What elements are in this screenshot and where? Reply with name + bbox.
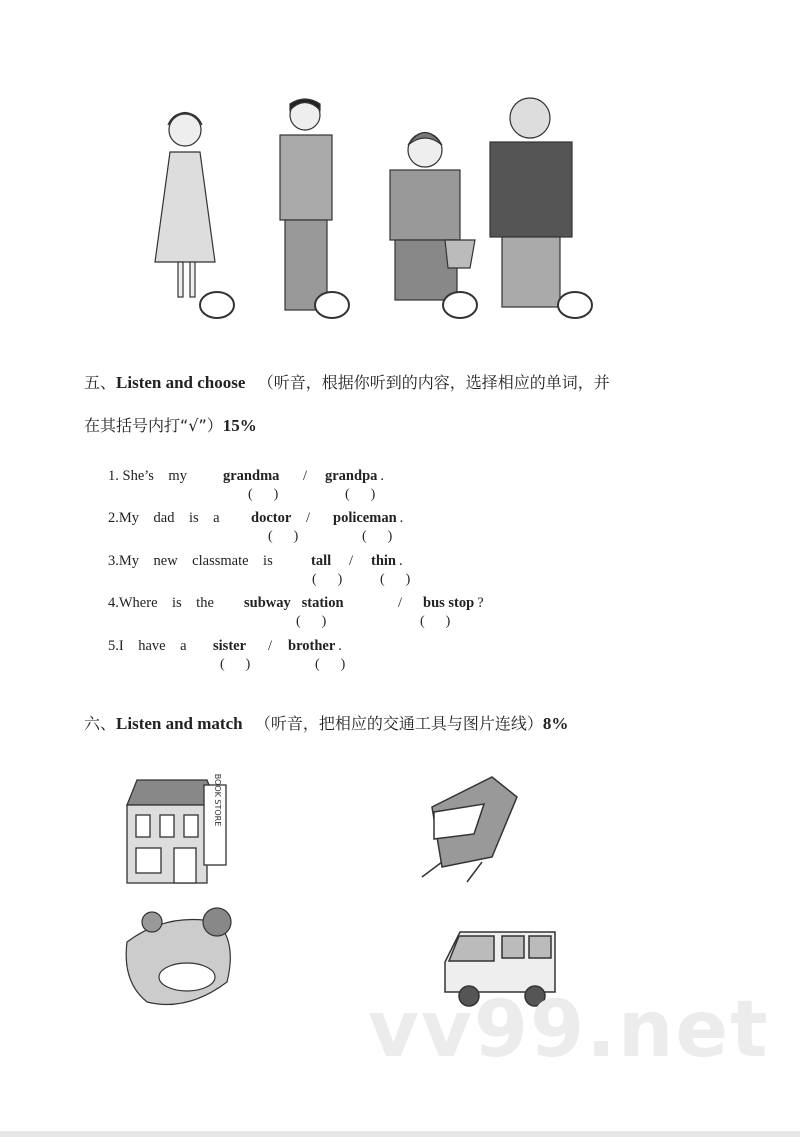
- section5-heading-line2: [84, 413, 257, 436]
- item-3-answer-paren-1[interactable]: ( ): [312, 572, 343, 587]
- section6-number: 六、: [84, 714, 117, 733]
- item-5-sentence: 5.I have a: [108, 638, 187, 654]
- item-1-separator: /: [303, 468, 308, 484]
- item-5-answer-paren-1[interactable]: ( ): [220, 657, 251, 672]
- family-illustration: [140, 90, 600, 330]
- item-1-sentence: 1. She’s my: [108, 468, 187, 484]
- item-3-separator: /: [349, 553, 354, 569]
- item-2-answer-paren-1[interactable]: ( ): [268, 529, 299, 544]
- section5-score: 15%: [222, 416, 257, 435]
- item-5-option-1: sister: [213, 638, 247, 654]
- item-4-sentence: 4.Where is the: [108, 595, 214, 611]
- section6-score: 8%: [542, 714, 569, 733]
- section6-title: Listen and match: [116, 714, 243, 733]
- item-4-option-2: bus stop ?: [423, 595, 484, 611]
- item-2-end-punctuation: .: [399, 510, 404, 526]
- section5-instructions: （听音，根据你听到的内容，选择相应的单词，并: [257, 373, 610, 392]
- answer-circle-4: [558, 292, 592, 318]
- item-5-option-2: brother .: [288, 638, 342, 654]
- item-3-answer-paren-2[interactable]: ( ): [380, 572, 411, 587]
- item-1-option-1: grandma: [223, 468, 280, 484]
- item-4-separator: /: [398, 595, 403, 611]
- item-4-option-1: subway station: [244, 595, 344, 611]
- item-3-option-1: tall: [311, 553, 332, 569]
- item-2-separator: /: [306, 510, 311, 526]
- answer-circle-2: [315, 292, 349, 318]
- item-4-answer-paren-1[interactable]: ( ): [296, 614, 327, 629]
- page-bottom-border: [0, 1131, 800, 1137]
- item-5-end-punctuation: .: [338, 638, 342, 654]
- grandmother-figure: [390, 133, 475, 301]
- father-figure: [280, 99, 332, 310]
- section5-heading: [84, 370, 610, 393]
- section5-title: Listen and choose: [116, 373, 246, 392]
- item-2-answer-paren-2[interactable]: ( ): [362, 529, 393, 544]
- section6-instructions: （听音，把相应的交通工具与图片连线）: [254, 714, 543, 733]
- item-4-end-punctuation: ?: [477, 595, 484, 611]
- item-3-end-punctuation: .: [399, 553, 403, 569]
- section5-number: 五、: [84, 373, 117, 392]
- item-1-answer-paren-1[interactable]: ( ): [248, 487, 279, 502]
- bookstore-sign: BOOK STORE: [213, 773, 222, 827]
- item-5-separator: /: [268, 638, 273, 654]
- grandfather-figure: [490, 98, 572, 307]
- item-2-option-1: doctor: [251, 510, 292, 526]
- section6-heading: [84, 711, 568, 734]
- answer-circle-3: [443, 292, 477, 318]
- answer-circle-1: [200, 292, 234, 318]
- item-1-answer-paren-2[interactable]: ( ): [345, 487, 376, 502]
- item-1-end-punctuation: .: [380, 468, 385, 484]
- item-1-option-2: grandpa .: [325, 468, 385, 484]
- item-2-sentence: 2.My dad is a: [108, 510, 220, 526]
- item-3-option-2: thin .: [371, 553, 403, 569]
- item-2-option-2: policeman .: [333, 510, 404, 526]
- watermark: vv99.net: [368, 985, 770, 1075]
- item-3-sentence: 3.My new classmate is: [108, 553, 273, 569]
- item-4-answer-paren-2[interactable]: ( ): [420, 614, 451, 629]
- mother-figure: [155, 113, 215, 298]
- section5-instructions-cont: 在其括号内打“√”）: [84, 416, 223, 435]
- item-5-answer-paren-2[interactable]: ( ): [315, 657, 346, 672]
- train-picture: [412, 772, 524, 884]
- park-picture: [122, 902, 247, 1020]
- bookstore-picture: [122, 770, 237, 888]
